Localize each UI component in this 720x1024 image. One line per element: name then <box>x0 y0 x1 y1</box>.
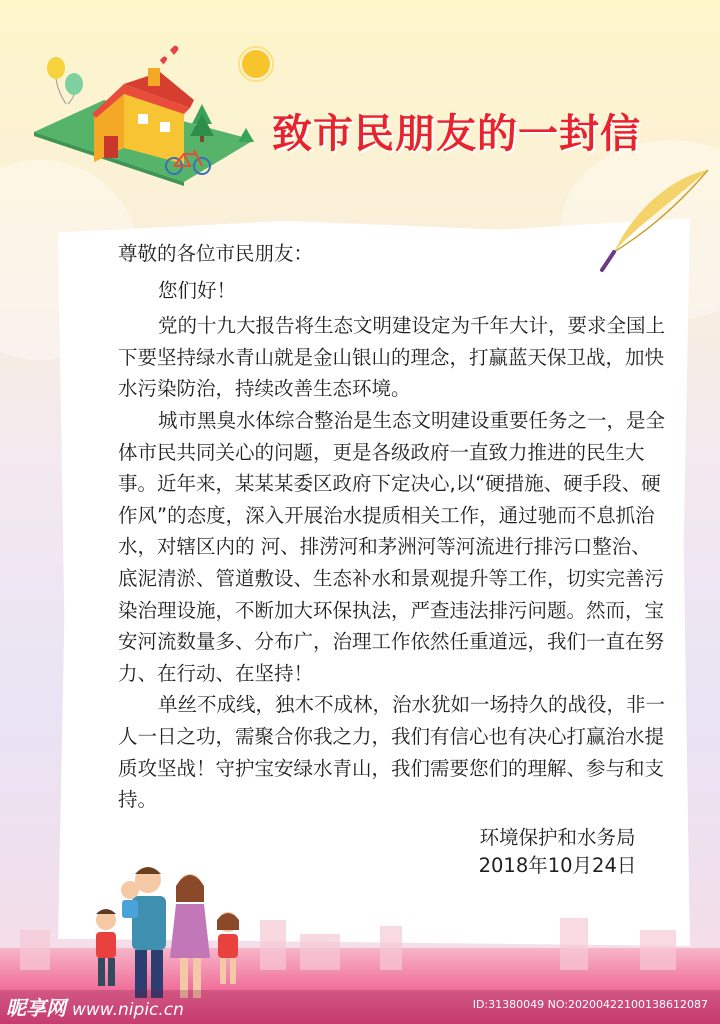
letter-signature <box>450 824 665 880</box>
family-illustration <box>72 858 262 1008</box>
letter-paragraph: 城市黑臭水体综合整治是生态文明建设重要任务之一，是全体市民共同关心的问题，更是各级政府一直致力推进的民生大事。近年来，某某某委区政府下定决心,以“硬措施、硬手段、硬作风”的态度，深入开展治水提质相关工作，通过驰而不息抓治水，对辖区内的 河、排涝河和茅洲河等河流进行排污口整治、底泥清淤、管道敷设、生态补水和景观提升等工作，切实完善污染治理设施，不断加大环保执法，严查违法排污问题。然而，宝安河流数量多、分布广，治理工作依然任重道远，我们一直在努力、在行动、在坚持！ <box>118 408 665 685</box>
house-icon <box>34 44 264 194</box>
letter-paragraph: 单丝不成线，独木不成林，治水犹如一场持久的战役，非一人一日之功，需聚合你我之力，我们有信心也有决心打赢治水提质攻坚战！守护宝安绿水青山，我们需要您们的理解、参与和支持。 <box>118 693 665 812</box>
letter-salutation: 尊敬的各位市民朋友： <box>118 242 314 265</box>
letter-body <box>118 238 670 816</box>
letter-date: 2018年10月24日 <box>478 854 637 877</box>
watermark-url: www.nipic.cn <box>72 1000 184 1020</box>
watermark-brand <box>6 992 184 1021</box>
letter-greeting: 您们好！ <box>157 278 236 302</box>
page-title: 致市民朋友的一封信 <box>272 111 641 157</box>
bicycle-icon <box>164 148 212 176</box>
watermark-image-id: ID:31380049 NO:20200422100138612087 <box>472 998 708 1011</box>
watermark-brand-name: 昵享网 <box>6 996 66 1020</box>
letter-sender: 环境保护和水务局 <box>479 826 636 849</box>
letter-paragraph: 党的十九大报告将生态文明建设定为千年大计，要求全国上下要坚持绿水青山就是金山银山的理念，打赢蓝天保卫战，加快水污染防治，持续改善生态环境。 <box>118 314 665 401</box>
